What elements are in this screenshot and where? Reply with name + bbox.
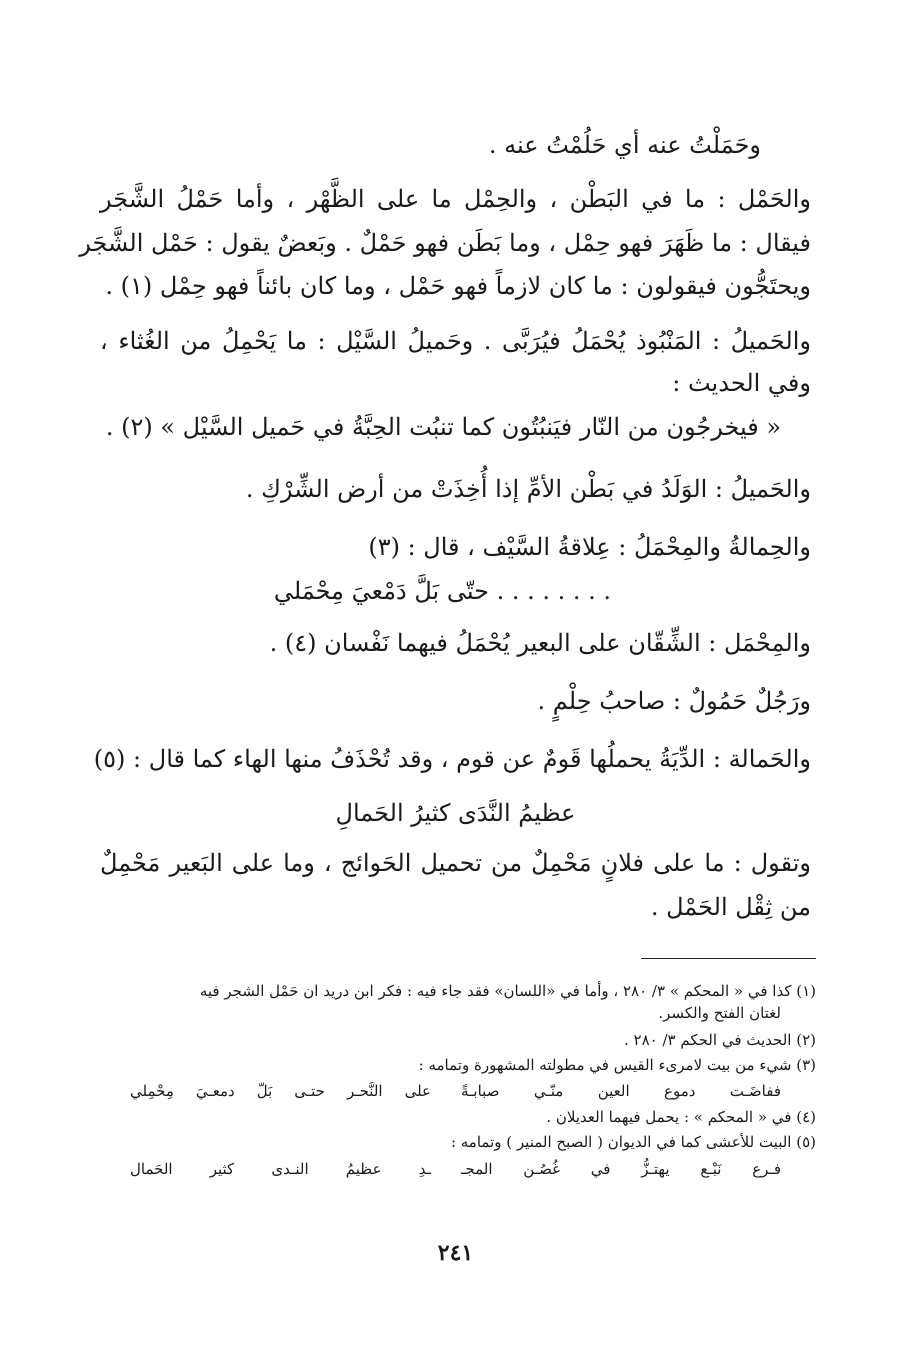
footnote-5: (٥) البيت للأعشى كما في الديوان ( الصبح المنير ) وتمامه : bbox=[450, 1133, 816, 1151]
body-line-12: ورَجُلٌ حَمُولٌ : صاحبُ حِلْمٍ . bbox=[537, 687, 811, 715]
hadith-quote: « فيخرجُون من النّار فيَنبُتُون كما تنبُت الحِبَّةُ في حَميل السَّيْل » (٢) . bbox=[105, 413, 781, 441]
page-number: ٢٤١ bbox=[437, 1240, 474, 1266]
footnote-5-verse-second-hemistich: ـدِ عظيمُ النـدى كثير الحَمال bbox=[130, 1160, 431, 1178]
body-line-13: والحَمالة : الدِّيَةُ يحملُها قَومٌ عن قوم ، وقد تُحْذَفُ منها الهاء كما قال : (٥) bbox=[93, 745, 811, 773]
body-line-15: وتقول : ما على فلانٍ مَحْمِلٌ من تحميل الحَوائج ، وما على البَعير مَحْمِلٌ bbox=[100, 849, 811, 877]
verse-hemistich: عظيمُ النَّدَى كثيرُ الحَمالِ bbox=[335, 799, 576, 827]
body-line-1: وحَمَلْتُ عنه أي حَلُمْتُ عنه . bbox=[488, 131, 761, 159]
footnote-3-verse-second-hemistich: على النَّحـر حتـى بَلّ دمعـيَ مِحْمِلي bbox=[130, 1082, 431, 1100]
body-line-2: والحَمْل : ما في البَطْن ، والحِمْل ما على الظَّهْر ، وأما حَمْلُ الشَّجَر bbox=[100, 185, 811, 213]
body-line-5: والحَميلُ : المَنْبُوذ يُحْمَلُ فيُرَبَّى . وحَميلُ السَّيْل : ما يَحْمِلُ من الغُثاء ، bbox=[100, 327, 811, 355]
footnote-3: (٣) شيء من بيت لامرىء القيس في مطولته المشهورة وتمامه : bbox=[418, 1056, 816, 1074]
body-line-4: ويحتَجُّون فيقولون : ما كان لازماً فهو حَمْل ، وما كان بائناً فهو حِمْل (١) . bbox=[105, 272, 811, 300]
footnote-3-verse-first-hemistich: ففاضَـت دموع العين منّـي صبابـةً bbox=[461, 1082, 781, 1100]
body-line-9: والحِمالةُ والمِحْمَلُ : عِلاقةُ السَّيْف ، قال : (٣) bbox=[368, 533, 811, 561]
footnote-separator bbox=[641, 958, 816, 959]
footnote-1-continued: لغتان الفتح والكسر. bbox=[658, 1004, 781, 1022]
verse-fragment: . . . . . . . . حتّى بَلَّ دَمْعيَ مِحْمَلي bbox=[273, 577, 611, 605]
footnote-1: (١) كذا في « المحكم » ٣/ ٢٨٠ ، وأما في «اللسان» فقد جاء فيه : فكر ابن دريد ان حَمْل الشجر فيه bbox=[199, 982, 816, 1000]
body-line-16: من ثِقْل الحَمْل . bbox=[650, 893, 811, 921]
body-line-8: والحَميلُ : الوَلَدُ في بَطْن الأمِّ إذا أُخِذَتْ من أرض الشِّرْكِ . bbox=[245, 475, 811, 503]
footnote-4: (٤) في « المحكم » : يحمل فيهما العديلان . bbox=[546, 1108, 816, 1126]
footnote-2: (٢) الحديث في الحكم ٣/ ٢٨٠ . bbox=[623, 1031, 816, 1049]
body-line-3: فيقال : ما ظَهَرَ فهو حِمْل ، وما بَطَن فهو حَمْلٌ . وبَعضٌ يقول : حَمْل الشَّجَر bbox=[79, 229, 811, 257]
body-line-11: والمِحْمَل : الشِّقّان على البعير يُحْمَلُ فيهما نَفْسان (٤) . bbox=[269, 629, 811, 657]
footnote-5-verse-first-hemistich: فـرع نَبْـع يهتـزُّ في غُصُـن المجـ bbox=[461, 1160, 781, 1178]
body-line-6: وفي الحديث : bbox=[672, 369, 811, 397]
